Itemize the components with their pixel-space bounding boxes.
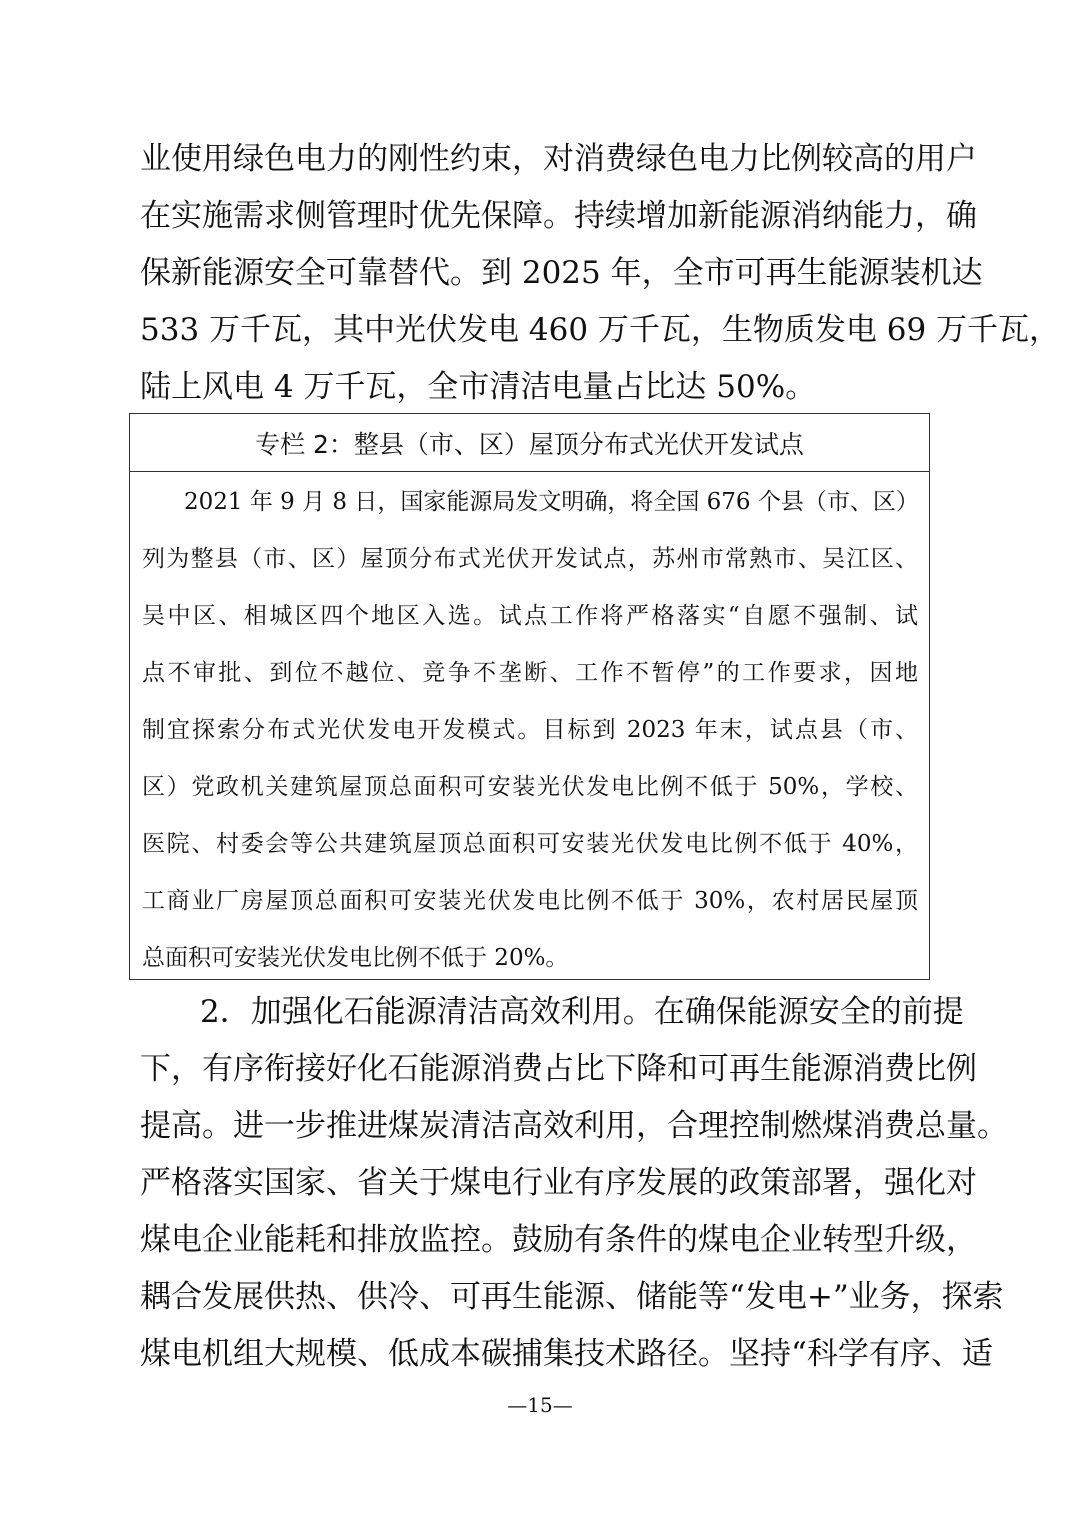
text-line: 在实施需求侧管理时优先保障。持续增加新能源消纳能力，确: [140, 198, 977, 234]
text-line: 业使用绿色电力的刚性约束，对消费绿色电力比例较高的用户: [140, 141, 977, 177]
box-text-line: 2021 年 9 月 8 日，国家能源局发文明确，将全国 676 个县（市、区）: [184, 489, 919, 515]
text-line: 耦合发展供热、供冷、可再生能源、储能等“发电+”业务，探索: [140, 1279, 1004, 1315]
box-text-line: 吴中区、相城区四个地区入选。试点工作将严格落实“自愿不强制、试: [142, 603, 918, 629]
text-line: 提高。进一步推进煤炭清洁高效利用，合理控制燃煤消费总量。: [140, 1108, 1008, 1144]
column-box: [129, 413, 930, 980]
text-line: 保新能源安全可靠替代。到 2025 年，全市可再生能源装机达: [140, 255, 983, 291]
box-text-line: 区）党政机关建筑屋顶总面积可安装光伏发电比例不低于 50%，学校、: [142, 774, 918, 800]
box-text-line: 医院、村委会等公共建筑屋顶总面积可安装光伏发电比例不低于 40%，: [142, 831, 918, 857]
box-text-line: 点不审批、到位不越位、竞争不垄断、工作不暂停”的工作要求，因地: [142, 660, 918, 686]
box-text-line: 总面积可安装光伏发电比例不低于 20%。: [142, 945, 569, 971]
box-text-line: 制宜探索分布式光伏发电开发模式。目标到 2023 年末，试点县（市、: [142, 717, 918, 743]
text-line: 533 万千瓦，其中光伏发电 460 万千瓦，生物质发电 69 万千瓦，: [140, 312, 1061, 348]
section-heading-line: 2．加强化石能源清洁高效利用。在确保能源安全的前提: [200, 994, 964, 1030]
text-line: 陆上风电 4 万千瓦，全市清洁电量占比达 50%。: [140, 369, 817, 405]
column-box-title: 专栏 2：整县（市、区）屋顶分布式光伏开发试点: [130, 414, 929, 472]
text-line: 煤电企业能耗和排放监控。鼓励有条件的煤电企业转型升级，: [140, 1222, 977, 1258]
text-line: 下，有序衔接好化石能源消费占比下降和可再生能源消费比例: [140, 1051, 977, 1087]
box-text-line: 列为整县（市、区）屋顶分布式光伏开发试点，苏州市常熟市、吴江区、: [142, 546, 918, 572]
page-number: —15—: [507, 1393, 573, 1417]
text-line: 严格落实国家、省关于煤电行业有序发展的政策部署，强化对: [140, 1165, 977, 1201]
text-line: 煤电机组大规模、低成本碳捕集技术路径。坚持“科学有序、适: [140, 1336, 993, 1372]
box-text-line: 工商业厂房屋顶总面积可安装光伏发电比例不低于 30%，农村居民屋顶: [142, 888, 918, 914]
